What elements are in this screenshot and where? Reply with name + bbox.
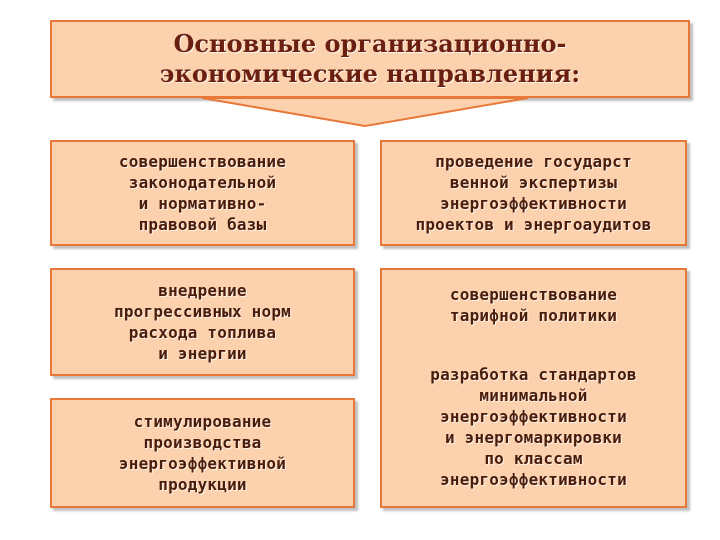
title-line-1: Основные организационно- bbox=[173, 29, 567, 58]
standards-text bbox=[382, 364, 685, 490]
down-arrow-icon bbox=[200, 96, 530, 128]
box-text-line: и энергии bbox=[158, 344, 247, 363]
box-text-line: энергоэффективности bbox=[440, 194, 627, 213]
direction-expertise-box bbox=[380, 140, 687, 246]
box-text-line: стимулирование bbox=[133, 412, 272, 431]
tariff-policy-text bbox=[382, 284, 685, 326]
box-text-line: внедрение bbox=[158, 281, 247, 300]
box-text-line: проведение государст bbox=[435, 152, 632, 171]
direction-norms-box bbox=[50, 268, 355, 376]
box-text-line: совершенствование bbox=[449, 285, 618, 304]
box-text-line: и энергомаркировки bbox=[445, 428, 622, 447]
box-text-line: разработка стандартов bbox=[430, 365, 637, 384]
box-text-line: энергоэффективности bbox=[440, 470, 627, 489]
box-text-line: расхода топлива bbox=[128, 323, 277, 342]
direction-tariff-standards-box bbox=[380, 268, 687, 508]
box-text-line: законодательной bbox=[128, 173, 277, 192]
box-text-line: по классам bbox=[484, 449, 583, 468]
box-text-line: правовой базы bbox=[138, 215, 267, 234]
title-line-2: экономические направления: bbox=[159, 59, 581, 88]
box-text-line: продукции bbox=[158, 475, 247, 494]
box-text-line: производства bbox=[143, 433, 262, 452]
box-text-line: энергоэффективной bbox=[118, 454, 287, 473]
box-text-line: венной экспертизы bbox=[449, 173, 618, 192]
box-text-line: энергоэффективности bbox=[440, 407, 627, 426]
box-text-line: минимальной bbox=[479, 386, 588, 405]
title-box bbox=[50, 20, 690, 98]
direction-production-box bbox=[50, 398, 355, 508]
box-text-line: и нормативно- bbox=[138, 194, 267, 213]
box-text-line: проектов и энергоаудитов bbox=[415, 215, 652, 234]
box-text-line: прогрессивных норм bbox=[114, 302, 291, 321]
direction-legislation-box bbox=[50, 140, 355, 246]
box-text-line: тарифной политики bbox=[449, 306, 618, 325]
box-text-line: совершенствование bbox=[118, 152, 287, 171]
